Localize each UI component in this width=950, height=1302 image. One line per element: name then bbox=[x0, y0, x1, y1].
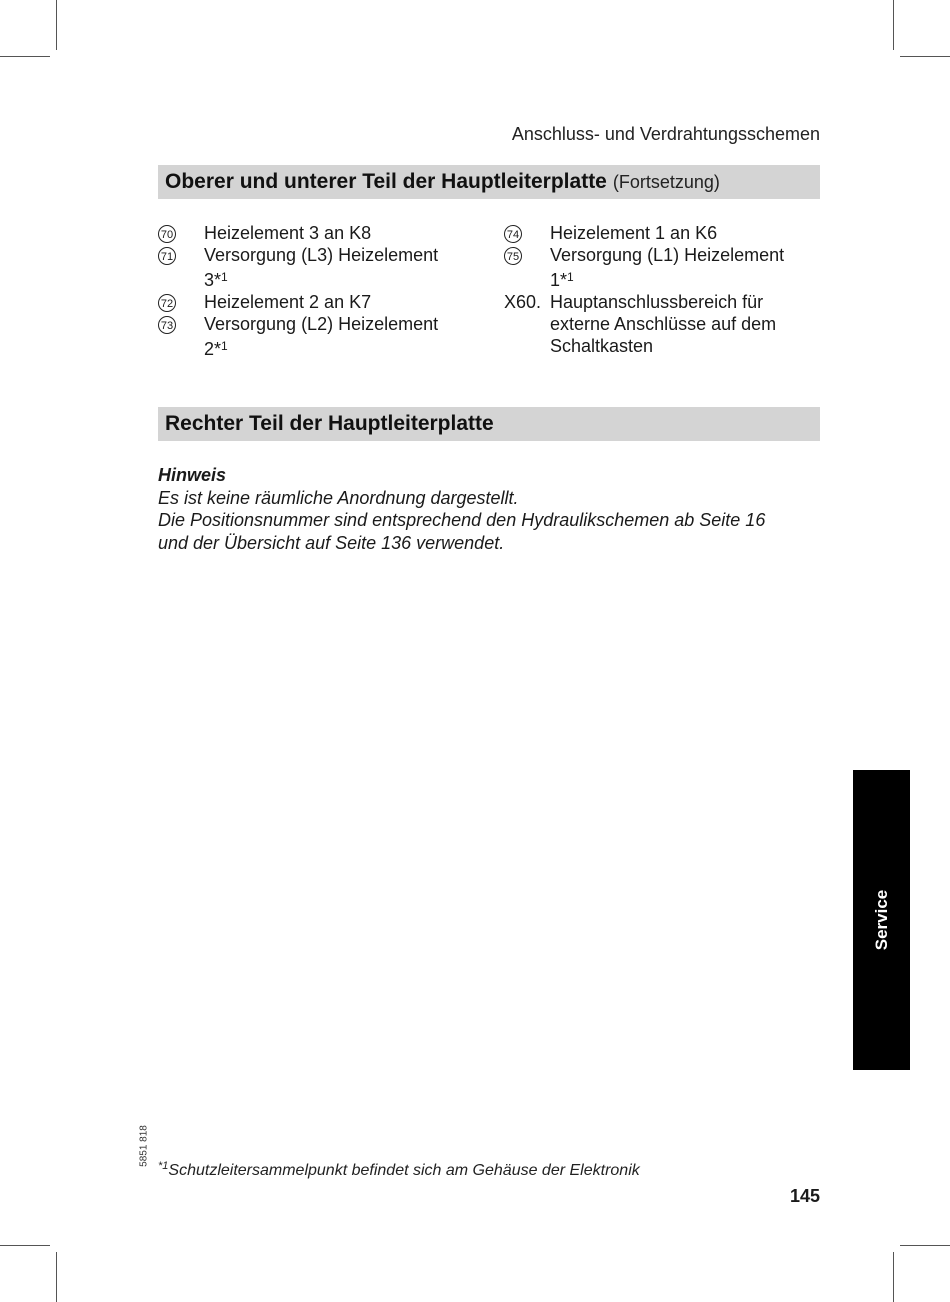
running-head: Anschluss- und Verdrahtungsschemen bbox=[511, 124, 820, 144]
legend-text: 1* bbox=[550, 270, 568, 290]
footnote-marker: *1 bbox=[158, 1160, 169, 1172]
crop-mark bbox=[900, 56, 950, 57]
legend-text: Heizelement 3 an K8 bbox=[204, 223, 372, 243]
legend-item bbox=[504, 244, 804, 291]
crop-mark bbox=[893, 0, 894, 50]
chapter-tab bbox=[853, 770, 910, 1070]
legend-text: 2* bbox=[204, 339, 222, 359]
legend-text: 3* bbox=[204, 270, 222, 290]
document-number: 5851 818 bbox=[138, 1125, 150, 1167]
chapter-tab-label: Service bbox=[871, 889, 891, 951]
position-number: 75 bbox=[504, 247, 522, 265]
legend-text: externe Anschlüsse auf dem bbox=[550, 314, 777, 334]
section-header-right-board bbox=[158, 407, 820, 441]
position-number: 70 bbox=[158, 225, 176, 243]
section-subtitle: (Fortsetzung) bbox=[612, 171, 720, 192]
position-number: 73 bbox=[158, 316, 176, 334]
legend-left-column bbox=[158, 222, 458, 360]
crop-mark bbox=[0, 56, 50, 57]
crop-mark bbox=[0, 1245, 50, 1246]
position-number: 74 bbox=[504, 225, 522, 243]
legend-text: Heizelement 1 an K6 bbox=[550, 223, 718, 243]
position-number: 72 bbox=[158, 294, 176, 312]
footnote-ref: 1 bbox=[567, 270, 574, 284]
legend-text: Heizelement 2 an K7 bbox=[204, 292, 372, 312]
footnote-ref: 1 bbox=[221, 339, 228, 353]
section-title: Rechter Teil der Hauptleiterplatte bbox=[165, 412, 494, 435]
crop-mark bbox=[56, 0, 57, 50]
page-number: 145 bbox=[789, 1186, 820, 1206]
position-number: X60. bbox=[504, 292, 542, 312]
legend-item bbox=[504, 291, 804, 357]
legend-right-column bbox=[504, 222, 804, 357]
legend-item bbox=[158, 244, 458, 291]
legend-text: Versorgung (L1) Heizelement bbox=[550, 245, 785, 265]
note-heading: Hinweis bbox=[158, 465, 227, 485]
crop-mark bbox=[900, 1245, 950, 1246]
legend-item bbox=[158, 313, 458, 360]
crop-mark bbox=[56, 1252, 57, 1302]
note-line: Es ist keine räumliche Anordnung dargestellt. bbox=[158, 487, 519, 508]
legend-item bbox=[158, 291, 458, 313]
crop-mark bbox=[893, 1252, 894, 1302]
legend-text: Versorgung (L2) Heizelement bbox=[204, 314, 439, 334]
legend-item bbox=[158, 222, 458, 244]
section-title: Oberer und unterer Teil der Hauptleiterplatte bbox=[165, 170, 607, 193]
legend-text: Versorgung (L3) Heizelement bbox=[204, 245, 439, 265]
footnote-text: Schutzleitersammelpunkt befindet sich am Gehäuse der Elektronik bbox=[168, 1162, 640, 1179]
footnote bbox=[158, 1160, 640, 1180]
section-header-main-board bbox=[158, 165, 820, 199]
note-line: Die Positionsnummer sind entsprechend den Hydraulikschemen ab Seite 16 bbox=[158, 510, 766, 530]
legend-text: Hauptanschlussbereich für bbox=[550, 292, 764, 312]
footnote-ref: 1 bbox=[221, 270, 228, 284]
legend-text: Schaltkasten bbox=[550, 336, 654, 356]
position-number: 71 bbox=[158, 247, 176, 265]
note-block bbox=[158, 464, 820, 554]
note-line: und der Übersicht auf Seite 136 verwendet. bbox=[158, 532, 505, 553]
legend-item bbox=[504, 222, 804, 244]
